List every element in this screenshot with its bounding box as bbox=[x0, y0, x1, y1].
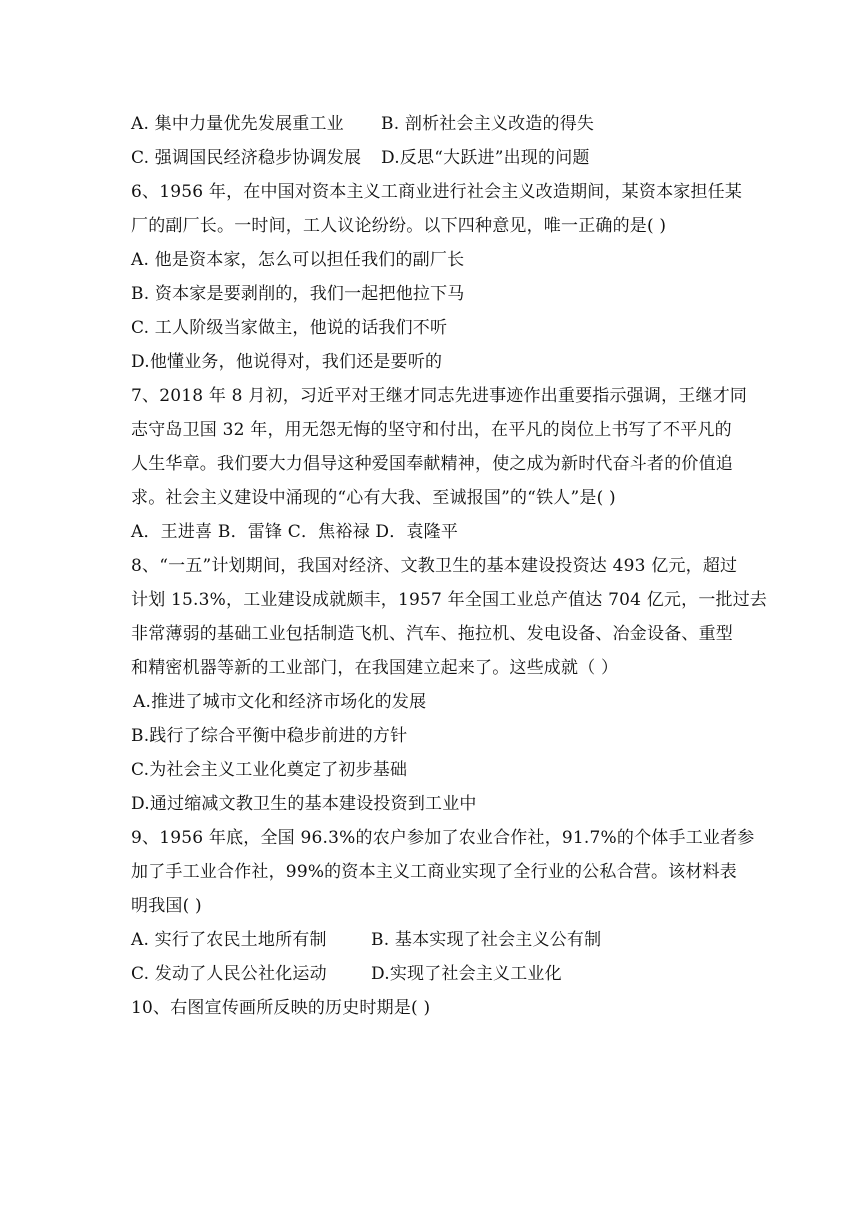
q6-stem-line-1: 6、1956 年，在中国对资本主义工商业进行社会主义改造期间，某资本家担任某 bbox=[131, 182, 743, 202]
q8-stem-line-3: 非常薄弱的基础工业包括制造飞机、汽车、拖拉机、发电设备、冶金设备、重型 bbox=[131, 624, 733, 644]
q9-option-b: B. 基本实现了社会主义公有制 bbox=[371, 930, 602, 950]
q9-option-c: C. 发动了人民公社化运动 bbox=[131, 964, 327, 984]
q9-options-row-1 bbox=[131, 923, 760, 957]
q6-option-c: C. 工人阶级当家做主，他说的话我们不听 bbox=[131, 318, 448, 338]
q8-option-b: B.践行了综合平衡中稳步前进的方针 bbox=[131, 726, 408, 746]
q9-options-row-2 bbox=[131, 957, 760, 991]
q9-stem-line-3: 明我国( ) bbox=[131, 896, 202, 916]
q5-options-row-2 bbox=[131, 141, 760, 175]
q8-stem-line-4: 和精密机器等新的工业部门，在我国建立起来了。这些成就（ ） bbox=[131, 658, 619, 678]
q7-stem-line-2: 志守岛卫国 32 年，用无怨无悔的坚守和付出，在平凡的岗位上书写了不平凡的 bbox=[131, 420, 732, 440]
q7-stem-line-1: 7、2018 年 8 月初，习近平对王继才同志先进事迹作出重要指示强调，王继才同 bbox=[131, 386, 748, 406]
q5-option-b: B. 剖析社会主义改造的得失 bbox=[381, 114, 595, 134]
q8-stem-line-2: 计划 15.3%，工业建设成就颇丰，1957 年全国工业总产值达 704 亿元，一批过去 bbox=[131, 590, 768, 610]
q5-option-a: A. 集中力量优先发展重工业 bbox=[131, 114, 344, 134]
q8-option-d: D.通过缩减文教卫生的基本建设投资到工业中 bbox=[131, 794, 477, 814]
q5-options-row-1 bbox=[131, 107, 760, 141]
q7-stem-line-4: 求。社会主义建设中涌现的“心有大我、至诚报国”的“铁人”是( ) bbox=[131, 488, 616, 508]
q6-stem-line-2: 厂的副厂长。一时间，工人议论纷纷。以下四种意见，唯一正确的是( ) bbox=[131, 216, 667, 236]
q7-stem-line-3: 人生华章。我们要大力倡导这种爱国奉献精神，使之成为新时代奋斗者的价值追 bbox=[131, 454, 733, 474]
q6-option-d: D.他懂业务，他说得对，我们还是要听的 bbox=[131, 352, 443, 372]
q9-stem-line-1: 9、1956 年底，全国 96.3%的农户参加了农业合作社，91.7%的个体手工业者参 bbox=[131, 828, 755, 848]
q10-stem: 10、右图宣传画所反映的历史时期是( ) bbox=[131, 998, 431, 1018]
q9-option-d: D.实现了社会主义工业化 bbox=[371, 964, 562, 984]
q8-option-a: A.推进了城市文化和经济市场化的发展 bbox=[133, 692, 427, 712]
q6-option-a: A. 他是资本家，怎么可以担任我们的副厂长 bbox=[131, 250, 465, 270]
q9-option-a: A. 实行了农民土地所有制 bbox=[131, 930, 327, 950]
q5-option-d: D.反思“大跃进”出现的问题 bbox=[381, 148, 590, 168]
q7-options: A．王进喜 B．雷锋 C．焦裕禄 D．袁隆平 bbox=[131, 522, 459, 542]
q8-stem-line-1: 8、“一五”计划期间，我国对经济、文教卫生的基本建设投资达 493 亿元，超过 bbox=[131, 556, 738, 576]
q5-option-c: C. 强调国民经济稳步协调发展 bbox=[131, 148, 362, 168]
q6-option-b: B. 资本家是要剥削的，我们一起把他拉下马 bbox=[131, 284, 465, 304]
q8-option-c: C.为社会主义工业化奠定了初步基础 bbox=[131, 760, 408, 780]
q9-stem-line-2: 加了手工业合作社，99%的资本主义工商业实现了全行业的公私合营。该材料表 bbox=[131, 862, 737, 882]
